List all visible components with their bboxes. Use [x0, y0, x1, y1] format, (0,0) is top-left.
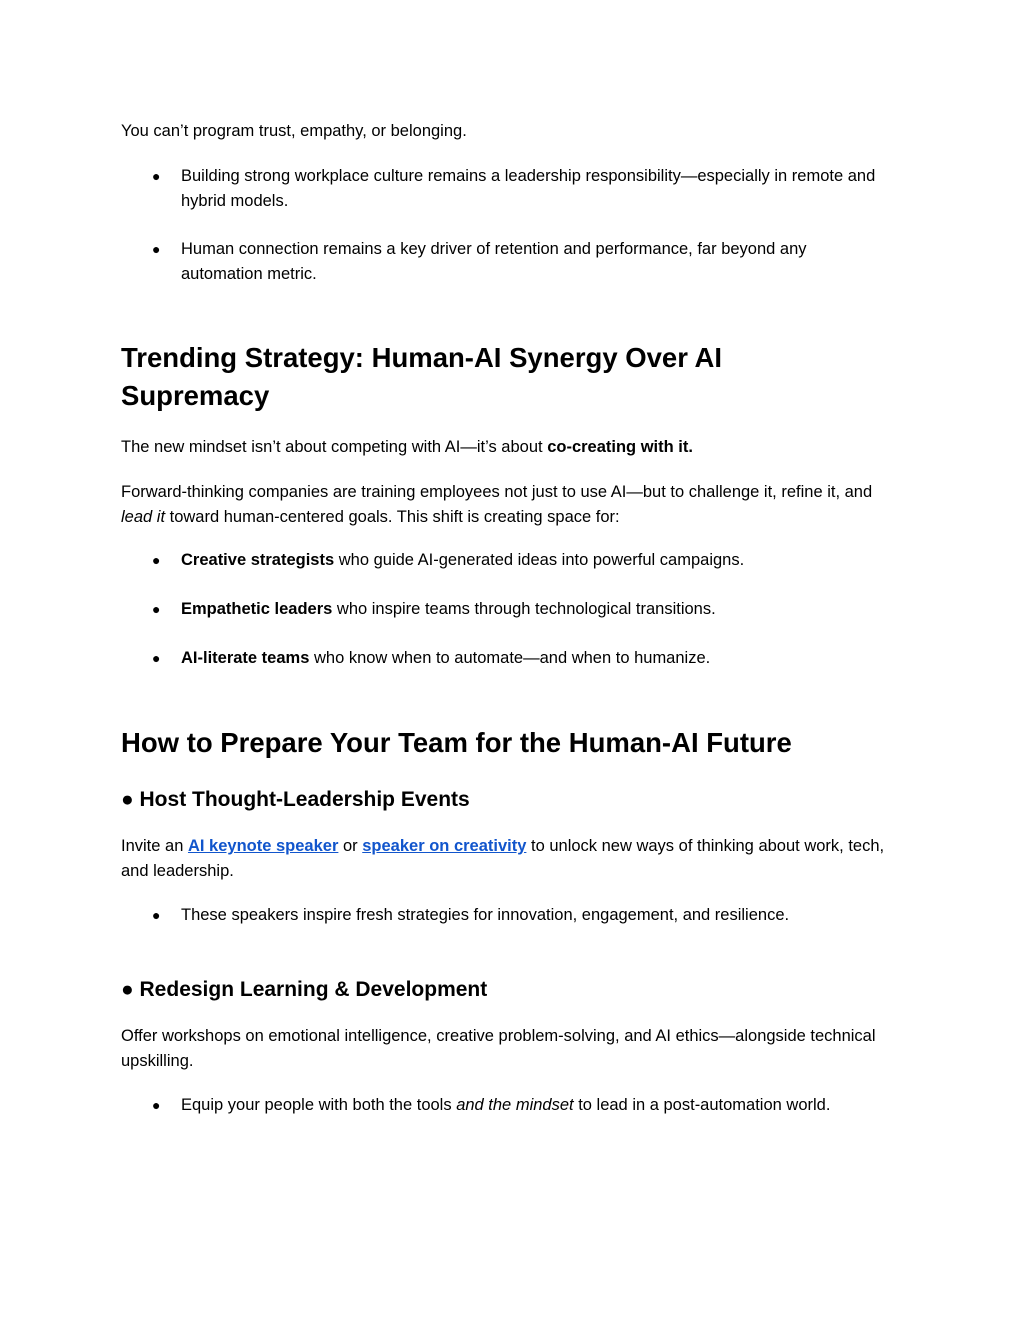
list-item-bold: Empathetic leaders — [181, 600, 333, 618]
list-item-rest: who guide AI-generated ideas into powerful campaigns. — [334, 551, 745, 569]
speaker-on-creativity-link[interactable]: speaker on creativity — [362, 837, 527, 855]
paragraph-text: toward human-centered goals. This shift is creating space for: — [165, 507, 620, 526]
subheading-host-events: ● Host Thought-Leadership Events — [121, 788, 470, 811]
italic-text: lead it — [121, 507, 166, 526]
bullet-icon: ● — [152, 907, 161, 923]
paragraph-text: to unlock new ways of thinking about work, tech, and leadership. — [121, 837, 885, 880]
mindset-bold-text: co-creating with it. — [547, 438, 693, 456]
list-item-text — [181, 1093, 891, 1118]
subheading-redesign-learning: ● Redesign Learning & Development — [121, 978, 488, 1001]
section-heading-prepare-team: How to Prepare Your Team for the Human-AI Future — [121, 727, 792, 758]
workshops-paragraph: Offer workshops on emotional intelligence, creative problem-solving, and AI ethics—alongside technical upskilling. — [121, 1027, 876, 1070]
list-item-text: Human connection remains a key driver of retention and performance, far beyond any automation metric. — [181, 240, 807, 283]
list-item — [121, 903, 891, 928]
list-item-text: Building strong workplace culture remains a leadership responsibility—especially in remote and hybrid models. — [181, 167, 876, 210]
mindset-text: The new mindset isn’t about competing with AI—it’s about — [121, 438, 548, 456]
italic-text: and the mindset — [456, 1096, 574, 1114]
ai-keynote-speaker-link[interactable]: AI keynote speaker — [187, 837, 339, 855]
list-item-text — [181, 646, 891, 671]
intro-paragraph: You can’t program trust, empathy, or belonging. — [121, 122, 467, 140]
list-item-text — [181, 548, 891, 573]
list-item — [121, 237, 891, 286]
section-heading-trending-strategy: Trending Strategy: Human-AI Synergy Over AI Supremacy — [121, 342, 723, 411]
paragraph-text: Invite an — [121, 837, 188, 855]
bullet-icon: ● — [152, 650, 161, 666]
list-item-bold: AI-literate teams — [181, 649, 310, 667]
list-item — [121, 164, 891, 213]
mindset-paragraph — [121, 435, 891, 460]
list-item-rest: Equip your people with both the tools — [181, 1096, 457, 1114]
list-item-rest: who know when to automate—and when to humanize. — [309, 649, 711, 667]
bullet-icon: ● — [152, 601, 161, 617]
list-item — [121, 548, 891, 573]
list-item — [121, 597, 891, 622]
list-item — [121, 646, 891, 671]
bullet-icon: ● — [152, 552, 161, 568]
list-item — [121, 1093, 891, 1118]
invite-paragraph — [121, 834, 891, 883]
bullet-icon: ● — [152, 168, 161, 184]
paragraph-text: or — [338, 837, 363, 855]
bullet-icon: ● — [152, 1097, 161, 1113]
list-item-rest: who inspire teams through technological transitions. — [332, 600, 716, 618]
list-item-text: These speakers inspire fresh strategies for innovation, engagement, and resilience. — [181, 906, 790, 924]
forward-thinking-paragraph — [121, 480, 891, 529]
list-item-bold: Creative strategists — [181, 551, 335, 569]
list-item-text — [181, 597, 891, 622]
paragraph-text: Forward-thinking companies are training employees not just to use AI—but to challenge it, refine it, and — [121, 483, 873, 501]
bullet-icon: ● — [152, 241, 161, 257]
list-item-rest: to lead in a post-automation world. — [573, 1096, 831, 1114]
